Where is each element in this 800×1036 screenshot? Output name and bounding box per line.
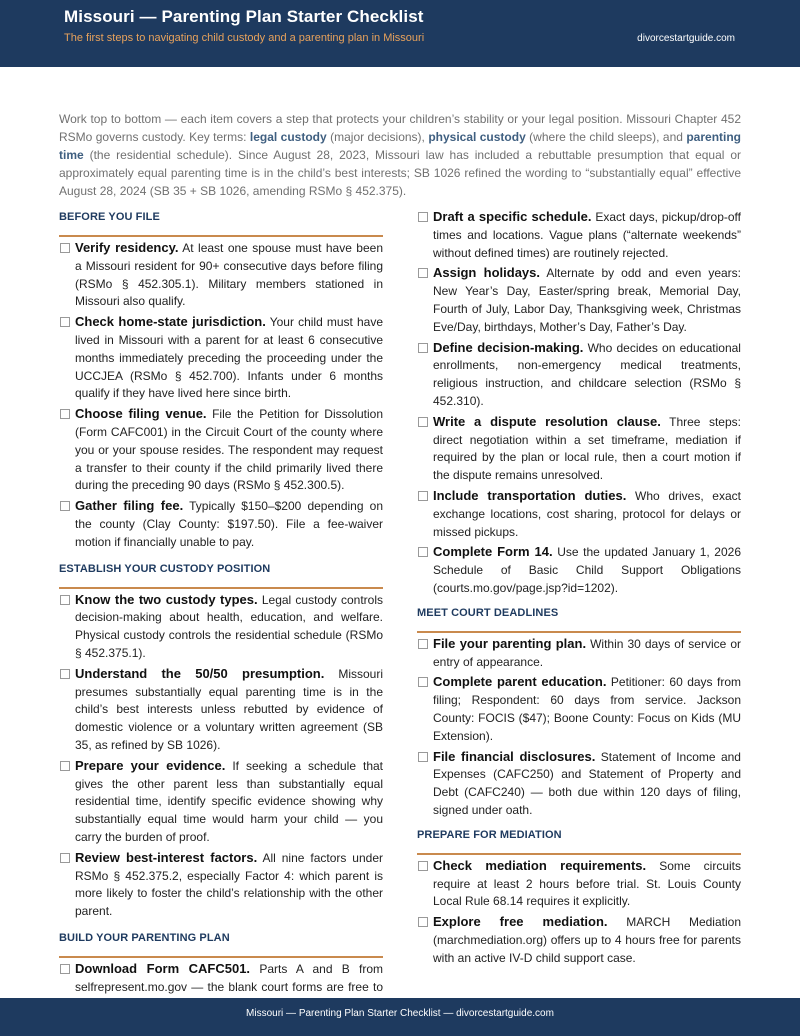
checkbox[interactable] bbox=[418, 677, 428, 687]
checkbox[interactable] bbox=[60, 669, 70, 679]
section-title: BUILD YOUR PARENTING PLAN bbox=[59, 931, 383, 958]
checklist-item bbox=[417, 487, 741, 541]
checkbox[interactable] bbox=[418, 752, 428, 762]
checklist-item bbox=[417, 339, 741, 411]
item-text: Within 30 days of service or entry of appearance. bbox=[433, 636, 741, 669]
section-title: ESTABLISH YOUR CUSTODY POSITION bbox=[59, 562, 383, 589]
item-text: Some circuits require at least 2 hours before trial. St. Louis County Local Rule 68.14 requires it explicitly. bbox=[433, 858, 741, 909]
item-label: Draft a specific schedule. bbox=[433, 209, 592, 224]
term-physical-custody: physical custody bbox=[428, 130, 526, 144]
page-subtitle: The first steps to navigating child custody and a parenting plan in Missouri bbox=[64, 32, 425, 44]
checkbox[interactable] bbox=[60, 501, 70, 511]
item-label: Explore free mediation. bbox=[433, 914, 608, 930]
checklist-item bbox=[59, 849, 383, 921]
item-label: Review best-interest factors. bbox=[75, 849, 258, 865]
checklist-item bbox=[417, 673, 741, 745]
item-text: Statement of Income and Expenses (CAFC250) and Statement of Property and Debt (CAFC240) — both due within 120 days of filing, signed under oath. bbox=[433, 749, 741, 817]
section-build-plan-continued bbox=[417, 208, 741, 598]
item-text: Alternate by odd and even years: New Year’s Day, Easter/spring break, Memorial Day, Fourth of July, Labor Day, Thanksgiving week, Christmas Eve/Day, birthdays, Mother’s Day, Father’s Day. bbox=[433, 266, 741, 334]
item-text: At least one spouse must have been a Missouri resident for 90+ consecutive days before filing (RSMo § 452.305.1). Military members stationed in Missouri also qualify. bbox=[75, 241, 384, 309]
checkbox[interactable] bbox=[418, 268, 428, 278]
site-url[interactable]: divorcestartguide.com bbox=[637, 33, 735, 44]
item-text: Who decides on educational enrollments, non-emergency medical treatments, religious instruction, and childcare selection (RSMo § 452.310). bbox=[433, 340, 741, 408]
checkbox[interactable] bbox=[418, 547, 428, 557]
checklist-item bbox=[59, 497, 383, 551]
item-text: Legal custody controls decision-making about health, education, and welfare. Physical custody controls the residential schedule (RSMo § 452.375.1). bbox=[75, 592, 383, 660]
footer-text: Missouri — Parenting Plan Starter Checklist — divorcestartguide.com bbox=[246, 1008, 554, 1019]
checkbox[interactable] bbox=[60, 243, 70, 253]
item-label: Define decision-making. bbox=[433, 339, 584, 355]
intro-text: (the residential schedule). Since August 28, 2023, Missouri law has included a rebuttable presumption that equal or approximately equal parenting time is in the child’s best interests; SB 1026 refined the wording to “substantially equal” effective August 28, 2024 (SB 35 + SB 1026, amending RSMo § 452.375). bbox=[59, 148, 741, 198]
checklist-item bbox=[417, 635, 741, 672]
checkbox[interactable] bbox=[418, 491, 428, 501]
item-label: Know the two custody types. bbox=[75, 591, 258, 607]
item-text: Who drives, exact exchange locations, cost sharing, protocol for delays or missed pickups. bbox=[433, 488, 741, 539]
item-label: Check home-state jurisdiction. bbox=[75, 314, 266, 330]
checkbox[interactable] bbox=[418, 212, 428, 222]
item-label: File financial disclosures. bbox=[433, 748, 596, 764]
item-label: Assign holidays. bbox=[433, 265, 541, 281]
term-parenting-time: parenting time bbox=[59, 130, 742, 162]
item-label: Include transportation duties. bbox=[433, 487, 627, 503]
section-title: MEET COURT DEADLINES bbox=[417, 606, 741, 633]
item-label: Check mediation requirements. bbox=[433, 857, 647, 873]
checklist-item bbox=[59, 239, 383, 311]
item-text: Petitioner: 60 days from filing; Respondent: 60 days from service. Jackson County: FOCIS ($47); Boone County: Focus on Kids (MU Extension). bbox=[433, 675, 741, 743]
checklist-item bbox=[417, 208, 741, 262]
header bbox=[0, 0, 800, 67]
checklist-item bbox=[59, 591, 383, 663]
section-mediation bbox=[417, 828, 741, 968]
item-text: Typically $150–$200 depending on the county (Clay County: $197.50). File a fee-waiver motion if financially unable to pay. bbox=[75, 499, 384, 549]
term-legal-custody: legal custody bbox=[249, 130, 327, 144]
checklist-item bbox=[59, 665, 383, 755]
item-label: Understand the 50/50 presumption. bbox=[75, 665, 325, 681]
checkbox[interactable] bbox=[60, 595, 70, 605]
intro-paragraph bbox=[59, 110, 741, 200]
checkbox[interactable] bbox=[60, 761, 70, 771]
item-text: All nine factors under RSMo § 452.375.2, especially Factor 4: which parent is more likely to foster the child’s relationship with the other parent. bbox=[75, 850, 384, 919]
checkbox[interactable] bbox=[418, 917, 428, 927]
item-text: Your child must have lived in Missouri with a parent for at least 6 consecutive months immediately preceding the proceeding under the UCCJEA (RSMo § 452.700). Infants under 6 months qualify if they have lived here since birth. bbox=[75, 315, 384, 401]
item-text: Missouri presumes substantially equal parenting time is in the child’s best interests unless rebutted by evidence of domestic violence or a voluntary written agreement (SB 35, as refined by SB 1026). bbox=[75, 666, 383, 752]
item-text: MARCH Mediation (marchmediation.org) offers up to 4 hours free for parents with an active IV-D child support case. bbox=[433, 915, 741, 965]
section-court-deadlines bbox=[417, 606, 741, 820]
checkbox[interactable] bbox=[418, 343, 428, 353]
item-label: Prepare your evidence. bbox=[75, 757, 226, 773]
item-label: Choose filing venue. bbox=[75, 406, 207, 422]
item-label: File your parenting plan. bbox=[433, 635, 587, 651]
page-title: Missouri — Parenting Plan Starter Checklist bbox=[64, 7, 424, 26]
item-text: Exact days, pickup/drop-off times and locations. Vague plans (“alternate weekends” without defined times) are routinely rejected. bbox=[433, 210, 741, 260]
item-label: Complete Form 14. bbox=[433, 544, 553, 560]
checklist-item bbox=[59, 313, 383, 403]
item-label: Download Form CAFC501. bbox=[75, 960, 251, 976]
item-label: Gather filing fee. bbox=[75, 498, 184, 514]
checklist-item bbox=[417, 543, 741, 597]
item-text: Parts A and B from selfrepresent.mo.gov — the blank court forms are free to bbox=[75, 961, 383, 994]
section-custody-position bbox=[59, 562, 383, 921]
checklist-item bbox=[417, 264, 741, 336]
checkbox[interactable] bbox=[418, 639, 428, 649]
item-label: Verify residency. bbox=[75, 240, 179, 255]
checkbox[interactable] bbox=[418, 861, 428, 871]
checkbox[interactable] bbox=[418, 417, 428, 427]
intro-text: (where the child sleeps), and bbox=[525, 130, 687, 144]
checkbox[interactable] bbox=[60, 409, 70, 419]
item-text: Three steps: direct negotiation within a set timeframe, mediation if required by the plan or local rule, then a court motion if the dispute remains unresolved. bbox=[433, 414, 741, 483]
checkbox[interactable] bbox=[60, 317, 70, 327]
checkbox[interactable] bbox=[60, 964, 70, 974]
checklist-item bbox=[417, 413, 741, 485]
checklist-item bbox=[417, 913, 741, 967]
footer bbox=[0, 998, 800, 1036]
right-column bbox=[417, 206, 741, 975]
item-text: Use the updated January 1, 2026 Schedule of Basic Child Support Obligations (courts.mo.gov/page.jsp?id=1202). bbox=[433, 545, 741, 595]
checkbox[interactable] bbox=[60, 853, 70, 863]
checklist-item bbox=[417, 857, 741, 911]
left-column bbox=[59, 210, 383, 1024]
item-label: Write a dispute resolution clause. bbox=[433, 413, 661, 429]
intro-text: Work top to bottom — each item covers a step that protects your children’s stability or your legal position. Missouri Chapter 452 RSMo governs custody. Key terms: bbox=[59, 112, 741, 144]
section-title: BEFORE YOU FILE bbox=[59, 210, 383, 237]
checklist-item bbox=[59, 757, 383, 847]
checklist-item bbox=[59, 405, 383, 495]
intro-text: (major decisions), bbox=[326, 130, 429, 144]
section-title: PREPARE FOR MEDIATION bbox=[417, 828, 741, 855]
item-text: File the Petition for Dissolution (Form CAFC001) in the Circuit Court of the county where you or your spouse resides. The respondent may request a transfer to their county if the child primarily lived there during the preceding 90 days (RSMo § 452.300.5). bbox=[75, 407, 384, 493]
checklist-item bbox=[417, 748, 741, 820]
item-label: Complete parent education. bbox=[433, 674, 607, 690]
item-text: If seeking a schedule that gives the other parent less than substantially equal residential time, identify specific evidence showing why substantially equal time would harm your child — you carry the burden of proof. bbox=[75, 758, 383, 844]
section-before-you-file bbox=[59, 210, 383, 552]
